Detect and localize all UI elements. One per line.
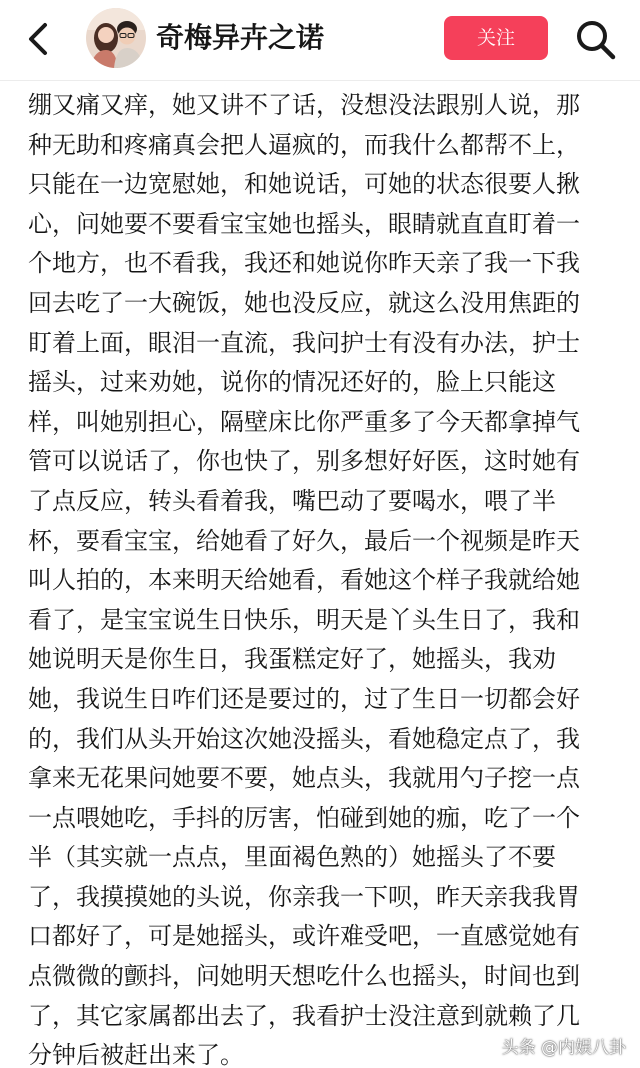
article-line: 她，我说生日咋们还是要过的，过了生日一切都会好 [28,684,580,713]
watermark: 头条 @内娱八卦 [501,1038,626,1058]
article-line: 管可以说话了，你也快了，别多想好好医，这时她有 [28,447,580,476]
back-button[interactable] [14,14,64,64]
article-line: 样，叫她别担心，隔壁床比你严重多了今天都拿掉气 [28,407,580,436]
search-button[interactable] [570,14,622,66]
follow-button[interactable]: 关注 [444,16,548,60]
article-line: 个地方，也不看我，我还和她说你昨天亲了我一下我 [28,249,580,278]
article-line: 拿来无花果问她要不要，她点头，我就用勺子挖一点 [28,764,580,793]
article-line: 摇头，过来劝她，说你的情况还好的，脸上只能这 [28,368,556,397]
article-line: 一点喂她吃，手抖的厉害，怕碰到她的痂，吃了一个 [28,803,580,832]
article-line: 点微微的颤抖，问她明天想吃什么也摇头，时间也到 [28,962,580,991]
article-line: 看了，是宝宝说生日快乐，明天是丫头生日了，我和 [28,605,580,634]
article-line: 口都好了，可是她摇头，或许难受吧，一直感觉她有 [28,922,580,951]
chevron-left-icon [14,14,64,64]
article-line: 绷又痛又痒，她又讲不了话，没想没法跟别人说，那 [28,91,580,119]
couple-avatar-icon [86,8,146,68]
article-line: 分钟后被赶出来了。 [28,1041,244,1068]
article-line: 她说明天是你生日，我蛋糕定好了，她摇头，我劝 [28,645,556,674]
search-icon [570,14,622,66]
article-line: 叫人拍的，本来明天给她看，看她这个样子我就给她 [28,566,580,595]
article-line: 的，我们从头开始这次她没摇头，看她稳定点了，我 [28,724,580,753]
article-line: 了，其它家属都出去了，我看护士没注意到就赖了几 [28,1001,580,1030]
top-bar [0,0,640,81]
article-line: 种无助和疼痛真会把人逼疯的，而我什么都帮不上， [28,130,580,159]
article-line: 回去吃了一大碗饭，她也没反应，就这么没用焦距的 [28,288,580,317]
article-line: 只能在一边宽慰她，和她说话，可她的状态很要人揪 [28,170,580,199]
article-line: 盯着上面，眼泪一直流，我问护士有没有办法，护士 [28,328,580,357]
article-line: 了点反应，转头看着我，嘴巴动了要喝水，喂了半 [28,486,556,515]
article-line: 杯，要看宝宝，给她看了好久，最后一个视频是昨天 [28,526,580,555]
article-line: 半（其实就一点点，里面褐色熟的）她摇头了不要 [28,843,556,872]
article-body [28,86,620,1068]
article-line: 心，问她要不要看宝宝她也摇头，眼睛就直直盯着一 [28,209,580,238]
account-name[interactable]: 奇梅异卉之诺 [156,21,325,54]
article-line: 了，我摸摸她的头说，你亲我一下呗，昨天亲我我胃 [28,882,580,911]
avatar[interactable] [86,8,146,68]
